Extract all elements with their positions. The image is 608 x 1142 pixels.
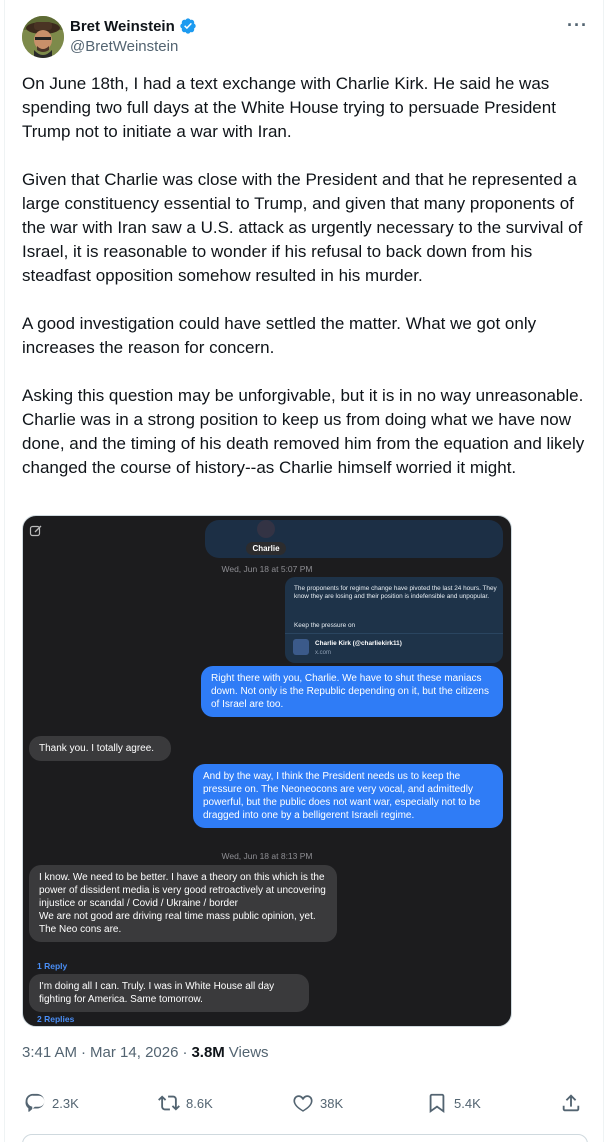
incoming-message: I know. We need to be better. I have a theory on this which is the power of dissident media is very good retroactively at uncovering injustice or scandal / Covid / Ukraine / border We are not good are driving real time mass public opinion, yet. The Neo cons are. (29, 865, 337, 942)
tweet-media-image[interactable] (22, 515, 512, 1027)
author-handle[interactable]: @BretWeinstein (70, 38, 179, 55)
link-preview-domain: x.com (315, 650, 332, 656)
link-preview-bubble (285, 577, 503, 663)
reply-button[interactable] (24, 1092, 79, 1114)
author-avatar[interactable] (22, 16, 64, 58)
repost-count: 8.6K (186, 1095, 213, 1111)
reply-count-link: 2 Replies (37, 1014, 75, 1024)
tweet-paragraph: On June 18th, I had a text exchange with Charlie Kirk. He said he was spending two full days at the White House trying to persuade President Trump not to initiate a war with Iran. (22, 74, 556, 141)
link-preview-title: Charlie Kirk (@charliekirk11) (315, 640, 402, 647)
more-horizontal-icon[interactable]: ··· (567, 15, 588, 35)
message-timestamp: Wed, Jun 18 at 5:07 PM (221, 564, 313, 574)
author-display-name[interactable]: Bret Weinstein (70, 17, 175, 35)
bookmark-button[interactable] (426, 1092, 481, 1114)
link-preview-pressure: Keep the pressure on (294, 622, 356, 629)
views-count: 3.8M (191, 1044, 225, 1061)
meta-separator: · (81, 1044, 87, 1061)
views-label: Views (228, 1044, 269, 1061)
reply-input[interactable] (22, 1134, 588, 1142)
repost-button[interactable] (158, 1092, 213, 1114)
action-bar (22, 1092, 588, 1116)
incoming-message: Thank you. I totally agree. (29, 736, 171, 761)
meta-separator: · (182, 1044, 188, 1061)
share-icon (560, 1092, 582, 1114)
repost-icon (158, 1092, 180, 1114)
reply-icon (24, 1092, 46, 1114)
compose-icon (29, 524, 43, 538)
like-count: 38K (320, 1095, 344, 1111)
contact-name: Charlie (246, 542, 285, 555)
outgoing-message: And by the way, I think the President needs us to keep the pressure on. The Neoneocons are very vocal, and admittedly powerful, but the public does not want war, especially not to be dragged into one by a belligerent Israeli regime. (193, 764, 503, 828)
share-button[interactable] (560, 1092, 582, 1114)
incoming-message: I'm doing all I can. Truly. I was in White House all day fighting for America. Same tomorrow. (29, 974, 309, 1012)
avatar-photo (22, 16, 64, 58)
tweet-paragraph: Asking this question may be unforgivable, but it is in no way unreasonable. Charlie was in a strong position to keep us from doing what we have now done, and the timing of his death removed him from the equation and likely changed the course of history--as Charlie himself worried it might. (22, 386, 585, 477)
contact-header (241, 520, 291, 556)
heart-icon (292, 1092, 314, 1114)
contact-avatar (257, 520, 275, 538)
divider (285, 633, 503, 634)
tweet-time[interactable]: 3:41 AM (22, 1044, 78, 1061)
link-preview-logo-icon (293, 639, 309, 655)
tweet-text (22, 72, 590, 504)
like-button[interactable] (292, 1092, 343, 1114)
tweet-paragraph: Given that Charlie was close with the President and that he represented a large constituency essential to Trump, and given that many proponents of the war with Iran saw a U.S. attack as urgently necessary to the survival of Israel, it is reasonable to wonder if his refusal to back down from his steadfast opposition somehow resulted in his murder. (22, 170, 583, 285)
message-timestamp: Wed, Jun 18 at 8:13 PM (221, 851, 313, 861)
link-preview-text: The proponents for regime change have pivoted the last 24 hours. They know they are losing and their position is indefensible and unpopular. (294, 585, 497, 600)
reply-count: 2.3K (52, 1095, 79, 1111)
verified-badge-icon (179, 17, 197, 35)
outgoing-message: Right there with you, Charlie. We have to shut these maniacs down. Not only is the Republic depending on it, but the citizens of Israel are too. (201, 666, 503, 717)
bookmark-count: 5.4K (454, 1095, 481, 1111)
tweet-meta (22, 1044, 269, 1061)
tweet-paragraph: A good investigation could have settled the matter. What we got only increases the reason for concern. (22, 314, 537, 357)
reply-count-link: 1 Reply (37, 961, 68, 971)
tweet-date[interactable]: Mar 14, 2026 (90, 1044, 179, 1061)
bookmark-icon (426, 1092, 448, 1114)
